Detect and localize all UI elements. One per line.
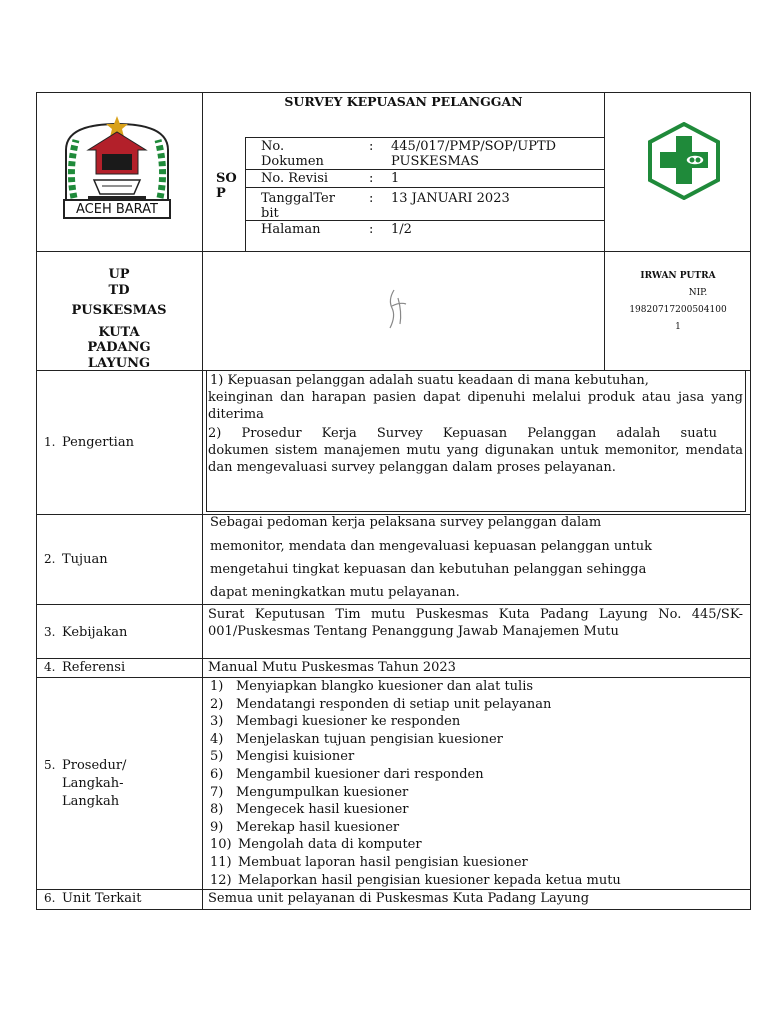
field-label: bit (261, 206, 279, 221)
step-text: Melaporkan hasil pengisian kuesioner kepada ketua mutu (238, 872, 621, 888)
step-text: Mengumpulkan kuesioner (236, 784, 409, 800)
procedure-step (210, 766, 621, 784)
field-label: Dokumen (261, 154, 324, 169)
field-value: 1/2 (391, 222, 412, 237)
section-number: 1. (44, 435, 56, 449)
tujuan-line: dapat meningkatkan mutu pelayanan. (210, 585, 460, 600)
procedure-step (210, 696, 621, 714)
section-label: Prosedur/ (62, 758, 127, 773)
step-text: Mengisi kuisioner (236, 749, 355, 765)
org-line: KUTA (98, 325, 140, 340)
procedure-step (210, 784, 621, 802)
section-number: 3. (44, 625, 56, 639)
puskesmas-cross-icon (648, 122, 720, 200)
org-line: PUSKESMAS (71, 303, 167, 318)
procedure-step (210, 748, 621, 766)
step-number: 6) (210, 766, 224, 782)
section-number: 6. (44, 891, 56, 905)
section-label: Tujuan (62, 552, 108, 567)
procedure-step (210, 819, 621, 837)
logo-caption: ACEH BARAT (75, 202, 158, 217)
sop-label-2: P (216, 186, 226, 201)
procedure-step (210, 854, 621, 872)
procedure-step (210, 801, 621, 819)
puskesmas-logo (648, 122, 720, 200)
pengertian-item-1-rest: keinginan dan harapan pasien dapat dipenuhi melalui produk atau jasa yang diterima (208, 390, 743, 422)
tujuan-line: Sebagai pedoman kerja pelaksana survey pelanggan dalam (210, 515, 602, 530)
section-number: 2. (44, 552, 56, 566)
field-value: PUSKESMAS (391, 154, 480, 169)
field-label: TanggalTer (261, 191, 335, 206)
document-title: SURVEY KEPUASAN PELANGGAN (284, 94, 523, 109)
procedure-steps (210, 678, 621, 889)
nip-value: 19820717200504100 (629, 305, 727, 315)
org-line: UP (108, 267, 130, 282)
step-number: 9) (210, 819, 224, 835)
nip-label: NIP. (688, 288, 708, 298)
field-value: 13 JANUARI 2023 (391, 191, 510, 206)
field-label: No. Revisi (261, 171, 329, 186)
step-text: Membuat laporan hasil pengisian kuesioner (238, 854, 528, 870)
unit-text: Semua unit pelayanan di Puskesmas Kuta Padang Layung (208, 891, 590, 906)
org-line: PADANG (87, 340, 151, 355)
step-number: 4) (210, 731, 224, 747)
step-number: 7) (210, 784, 224, 800)
step-number: 1) (210, 679, 224, 694)
procedure-step (210, 836, 621, 854)
section-label: Pengertian (62, 435, 134, 450)
org-line: TD (108, 283, 130, 298)
step-number: 12) (210, 872, 232, 888)
field-sep: : (369, 222, 374, 237)
field-value: 445/017/PMP/SOP/UPTD (391, 139, 557, 154)
step-text: Mengolah data di komputer (238, 837, 422, 853)
signature-icon (380, 284, 416, 332)
procedure-step (210, 678, 621, 696)
field-value: 1 (391, 171, 400, 186)
procedure-step (210, 872, 621, 890)
step-number: 2) (210, 696, 224, 712)
step-text: Menjelaskan tujuan pengisian kuesioner (236, 731, 503, 747)
aceh-barat-logo (58, 110, 176, 222)
pengertian-item-2-rest: dokumen sistem manajemen mutu yang digunakan untuk memonitor, mendata dan mengevaluasi survey pelanggan dalam proses pelayanan. (208, 443, 743, 475)
org-line: LAYUNG (87, 356, 151, 371)
signature (380, 284, 416, 332)
field-label: No. (261, 139, 285, 154)
section-label: Referensi (62, 660, 126, 675)
step-number: 11) (210, 854, 232, 870)
nip-value-2: 1 (675, 322, 681, 332)
step-number: 8) (210, 802, 224, 818)
step-number: 5) (210, 749, 224, 765)
step-text: Mengecek hasil kuesioner (236, 802, 409, 818)
section-label: Unit Terkait (62, 891, 142, 906)
tujuan-line: mengetahui tingkat kepuasan dan kebutuhan pelanggan sehingga (210, 562, 647, 577)
field-sep: : (369, 171, 374, 186)
procedure-step (210, 731, 621, 749)
sop-label: SO (216, 171, 237, 186)
step-number: 3) (210, 714, 224, 730)
section-label: Kebijakan (62, 625, 128, 640)
step-text: Menyiapkan blangko kuesioner dan alat tulis (236, 679, 534, 694)
section-number: 4. (44, 660, 56, 674)
step-text: Mengambil kuesioner dari responden (236, 766, 484, 782)
pengertian-item-2-first: 2) Prosedur Kerja Survey Kepuasan Pelanggan adalah suatu (208, 426, 717, 441)
procedure-step (210, 713, 621, 731)
pengertian-item-1-first: 1) Kepuasan pelanggan adalah suatu keadaan di mana kebutuhan, (210, 373, 649, 388)
field-sep: : (369, 191, 374, 206)
field-sep: : (369, 139, 374, 154)
step-number: 10) (210, 837, 232, 853)
tujuan-line: memonitor, mendata dan mengevaluasi kepuasan pelanggan untuk (210, 539, 653, 554)
section-label: Langkah- (62, 776, 124, 791)
signer-name: IRWAN PUTRA (640, 271, 716, 281)
section-label: Langkah (62, 794, 120, 809)
section-number: 5. (44, 758, 56, 772)
referensi-text: Manual Mutu Puskesmas Tahun 2023 (208, 660, 456, 675)
kebijakan-text: Surat Keputusan Tim mutu Puskesmas Kuta Padang Layung No. 445/SK-001/Puskesmas Tentang Penanggung Jawab Manajemen Mutu (208, 607, 743, 639)
field-label: Halaman (261, 222, 321, 237)
step-text: Mendatangi responden di setiap unit pelayanan (236, 696, 552, 712)
step-text: Merekap hasil kuesioner (236, 819, 400, 835)
step-text: Membagi kuesioner ke responden (236, 714, 461, 730)
